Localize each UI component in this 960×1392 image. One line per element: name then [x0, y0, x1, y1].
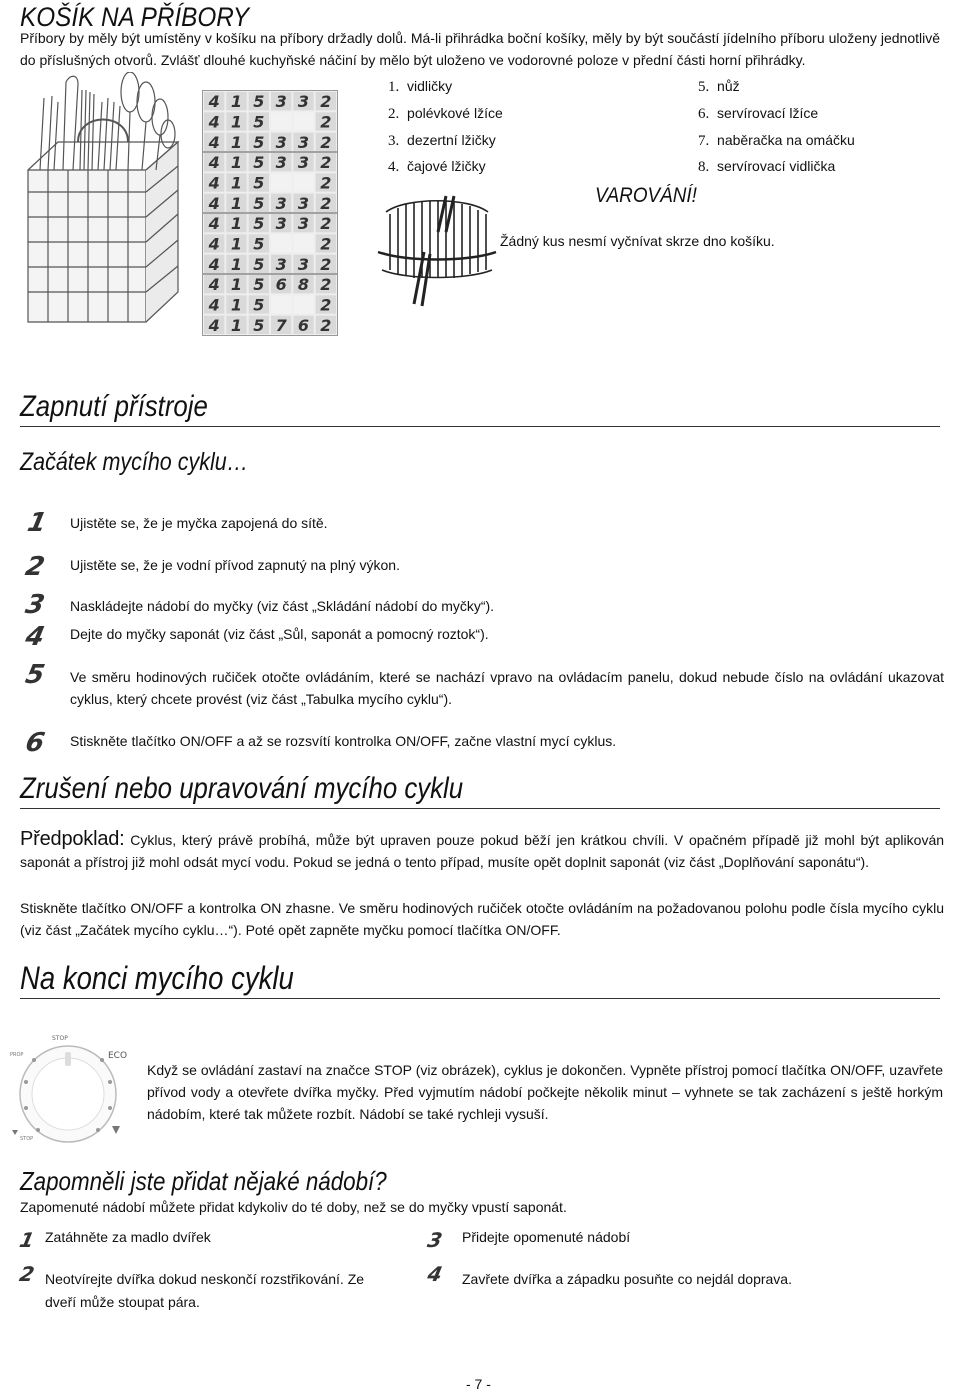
- power-on-rule: [20, 426, 940, 427]
- forgot-step-3-text: Přidejte opomenuté nádobí: [462, 1229, 631, 1245]
- step-1-number: 1: [24, 508, 50, 538]
- grid-cell-number: 4: [208, 193, 220, 213]
- grid-cell: [271, 112, 291, 130]
- forgot-step-2-number: 2: [17, 1262, 37, 1286]
- grid-cell-number: 1: [230, 214, 243, 234]
- step-5-number: 5: [22, 660, 48, 690]
- warning-title: VAROVÁNÍ!: [595, 184, 697, 207]
- grid-cell: [271, 234, 291, 252]
- grid-cell-number: 5: [253, 132, 265, 152]
- step-4-number: 4: [22, 622, 48, 652]
- grid-cell-number: 3: [275, 214, 287, 234]
- grid-cell-number: 2: [320, 295, 332, 315]
- grid-cell-number: 2: [320, 315, 332, 335]
- grid-cell-number: 4: [208, 112, 220, 132]
- cancel-paragraph-1: [20, 828, 944, 873]
- grid-cell: [293, 295, 313, 313]
- grid-cell-number: 2: [320, 275, 332, 295]
- grid-cell: [293, 112, 313, 130]
- grid-cell-number: 4: [208, 132, 220, 152]
- grid-cell-number: 2: [320, 234, 332, 254]
- grid-cell-number: 5: [253, 315, 265, 335]
- step-4-text: Dejte do myčky saponát (viz část „Sůl, saponát a pomocný roztok“).: [70, 626, 489, 642]
- forgot-step-4-number: 4: [425, 1262, 445, 1286]
- grid-cell-number: 2: [320, 92, 332, 112]
- grid-cell-number: 6: [297, 315, 310, 335]
- grid-cell: [293, 234, 313, 252]
- legend-item-6: 6. servírovací lžíce: [698, 105, 819, 122]
- forgot-intro: Zapomenuté nádobí můžete přidat kdykoliv do té doby, než se do myčky vpustí saponát.: [20, 1199, 567, 1215]
- legend-item-2: 2. polévkové lžíce: [388, 105, 503, 122]
- legend-item-3: 3. dezertní lžičky: [388, 132, 496, 149]
- grid-cell-number: 3: [297, 254, 310, 274]
- step-2-text: Ujistěte se, že je vodní přívod zapnutý na plný výkon.: [70, 557, 400, 573]
- grid-cell-number: 1: [230, 132, 243, 152]
- grid-cell-number: 3: [275, 132, 287, 152]
- grid-cell-number: 5: [253, 92, 265, 112]
- grid-cell-number: 1: [230, 295, 243, 315]
- legend-item-8: 8. servírovací vidlička: [698, 158, 836, 175]
- power-on-title: Zapnutí přístroje: [20, 390, 208, 423]
- legend-item-5: 5. nůž: [698, 78, 740, 95]
- basket-bottom-warning-illustration: [376, 192, 498, 310]
- grid-cell-number: 3: [275, 193, 287, 213]
- dial-label-prop: PROP: [10, 1052, 24, 1058]
- forgot-title: Zapomněli jste přidat nějaké nádobí?: [20, 1166, 387, 1196]
- step-6-text: Stiskněte tlačítko ON/OFF a až se rozsvítí kontrolka ON/OFF, začne vlastní mycí cyklus.: [70, 733, 617, 749]
- end-rule: [20, 998, 940, 999]
- forgot-step-2-text: Neotvírejte dvířka dokud neskončí rozstřikování. Ze dveří může stoupat pára.: [45, 1271, 365, 1310]
- program-dial: [4, 1022, 132, 1150]
- cutlery-grid: [202, 90, 338, 336]
- grid-cell-number: 1: [230, 112, 243, 132]
- cancel-title: Zrušení nebo upravování mycího cyklu: [20, 772, 464, 805]
- grid-cell-number: 8: [297, 275, 310, 295]
- grid-cell-number: 1: [230, 173, 243, 193]
- cutlery-grid-drawing: [203, 91, 337, 335]
- warning-text: Žádný kus nesmí vyčnívat skrze dno košíku.: [500, 233, 775, 249]
- step-1-text: Ujistěte se, že je myčka zapojená do sítě.: [70, 515, 328, 531]
- grid-cell-number: 2: [320, 112, 332, 132]
- grid-cell-number: 4: [208, 92, 220, 112]
- forgot-step-1-number: 1: [17, 1228, 37, 1252]
- legend-item-1: 1. vidličky: [388, 78, 453, 95]
- cancel-text-1: Cyklus, který právě probíhá, může být upraven pouze pokud běží jen krátkou chvíli. V opačném případě již mohl být aplikován saponát a přístroj již mohl odsát mycí vodu. Pokud se jedná o tento případ, musíte opět doplnit saponát (viz část „Doplňování saponátu“).: [20, 832, 945, 870]
- grid-cell-number: 5: [253, 153, 265, 173]
- grid-cell-number: 5: [253, 173, 265, 193]
- grid-cell-number: 2: [320, 153, 332, 173]
- grid-cell-number: 2: [320, 173, 332, 193]
- cutlery-basket-illustration: [18, 72, 200, 334]
- grid-cell-number: 4: [208, 173, 220, 193]
- grid-cell-number: 7: [275, 315, 287, 335]
- grid-cell-number: 4: [208, 234, 220, 254]
- grid-cell-number: 2: [320, 254, 332, 274]
- power-on-subtitle: Začátek mycího cyklu…: [20, 448, 249, 476]
- step-3-text: Naskládejte nádobí do myčky (viz část „Skládání nádobí do myčky“).: [70, 598, 495, 614]
- grid-cell-number: 2: [320, 132, 332, 152]
- grid-cell-number: 3: [297, 153, 310, 173]
- step-5-text: Ve směru hodinových ručiček otočte ovládáním, které se nachází vpravo na ovládacím panelu, dokud nebude číslo na ovládání ukazovat cyklus, který chcete provést (viz část „Tabulka mycího cyklu“).: [70, 669, 944, 707]
- grid-cell-number: 3: [275, 92, 287, 112]
- grid-cell-number: 1: [230, 92, 243, 112]
- cancel-rule: [20, 808, 940, 809]
- grid-cell-number: 3: [297, 132, 310, 152]
- forgot-step-1-text: Zatáhněte za madlo dvířek: [45, 1229, 211, 1245]
- grid-cell-number: 1: [230, 234, 243, 254]
- program-dial-illustration: [4, 1022, 132, 1150]
- grid-cell-number: 1: [230, 275, 243, 295]
- grid-cell-number: 4: [208, 153, 220, 173]
- cancel-lead: Předpoklad:: [20, 828, 125, 850]
- legend-item-4: 4. čajové lžičky: [388, 158, 486, 175]
- grid-cell-number: 5: [253, 193, 265, 213]
- cancel-paragraph-2: Stiskněte tlačítko ON/OFF a kontrolka ON zhasne. Ve směru hodinových ručiček otočte ovládáním na požadovanou polohu podle čísla mycího cyklu (viz část „Začátek mycího cyklu…“). Poté opět zapněte myčku pomocí tlačítka ON/OFF.: [20, 900, 944, 938]
- grid-cell-number: 4: [208, 315, 220, 335]
- grid-cell-number: 1: [230, 193, 243, 213]
- grid-cell-number: 5: [253, 234, 265, 254]
- grid-cell-number: 1: [230, 315, 243, 335]
- forgot-step-4-text: Zavřete dvířka a západku posuňte co nejdál doprava.: [462, 1271, 792, 1287]
- grid-cell-number: 5: [253, 275, 265, 295]
- grid-cell-number: 5: [253, 112, 265, 132]
- grid-cell-number: 1: [230, 254, 243, 274]
- grid-cell-number: 5: [253, 254, 265, 274]
- grid-cell-number: 4: [208, 295, 220, 315]
- legend-item-7: 7. naběračka na omáčku: [698, 132, 855, 149]
- grid-cell-number: 3: [297, 214, 310, 234]
- grid-cell-number: 2: [320, 214, 332, 234]
- dial-label-stop-bottom: STOP: [20, 1136, 34, 1142]
- grid-cell-number: 5: [253, 295, 265, 315]
- grid-cell: [271, 295, 291, 313]
- basket-intro: Příbory by měly být umístěny v košíku na příbory držadly dolů. Má-li přihrádka boční košíky, měly by být součástí jídelního příboru uloženy jednotlivě do příslušných otvorů. Zvlášť dlouhé kuchyňské náčiní by mělo být uloženo ve vodorovné poloze v přední části horní přihrádky.: [20, 30, 940, 68]
- grid-cell: [293, 173, 313, 191]
- page-number: - 7 -: [466, 1376, 491, 1392]
- grid-cell-number: 3: [297, 92, 310, 112]
- step-3-number: 3: [22, 590, 48, 620]
- grid-cell-number: 3: [275, 153, 287, 173]
- grid-cell-number: 4: [208, 275, 220, 295]
- step-2-number: 2: [22, 552, 48, 582]
- grid-cell-number: 6: [275, 275, 287, 295]
- dial-label-eco: ECO: [108, 1051, 128, 1061]
- forgot-step-3-number: 3: [425, 1228, 445, 1252]
- step-6-number: 6: [22, 728, 48, 758]
- grid-cell-number: 4: [208, 254, 220, 274]
- grid-cell-number: 2: [320, 193, 332, 213]
- grid-cell-number: 3: [275, 254, 287, 274]
- basket-title: KOŠÍK NA PŘÍBORY: [20, 2, 250, 32]
- dial-label-stop-top: STOP: [52, 1035, 68, 1042]
- grid-cell-number: 3: [297, 193, 310, 213]
- grid-cell-number: 1: [230, 153, 243, 173]
- grid-cell-number: 5: [253, 214, 265, 234]
- grid-cell: [271, 173, 291, 191]
- end-text: Když se ovládání zastaví na značce STOP (viz obrázek), cyklus je dokončen. Vypněte přístroj pomocí tlačítka ON/OFF, uzavřete přívod vody a otevřete dvířka myčky. Před vyjmutím nádobí počkejte několik minut – vyhnete se tak zacházení s ještě horkým nádobím, které tak můžete rozbít. Nádobí se také rychleji vysuší.: [147, 1062, 943, 1122]
- grid-cell-number: 4: [208, 214, 220, 234]
- end-title: Na konci mycího cyklu: [20, 960, 294, 996]
